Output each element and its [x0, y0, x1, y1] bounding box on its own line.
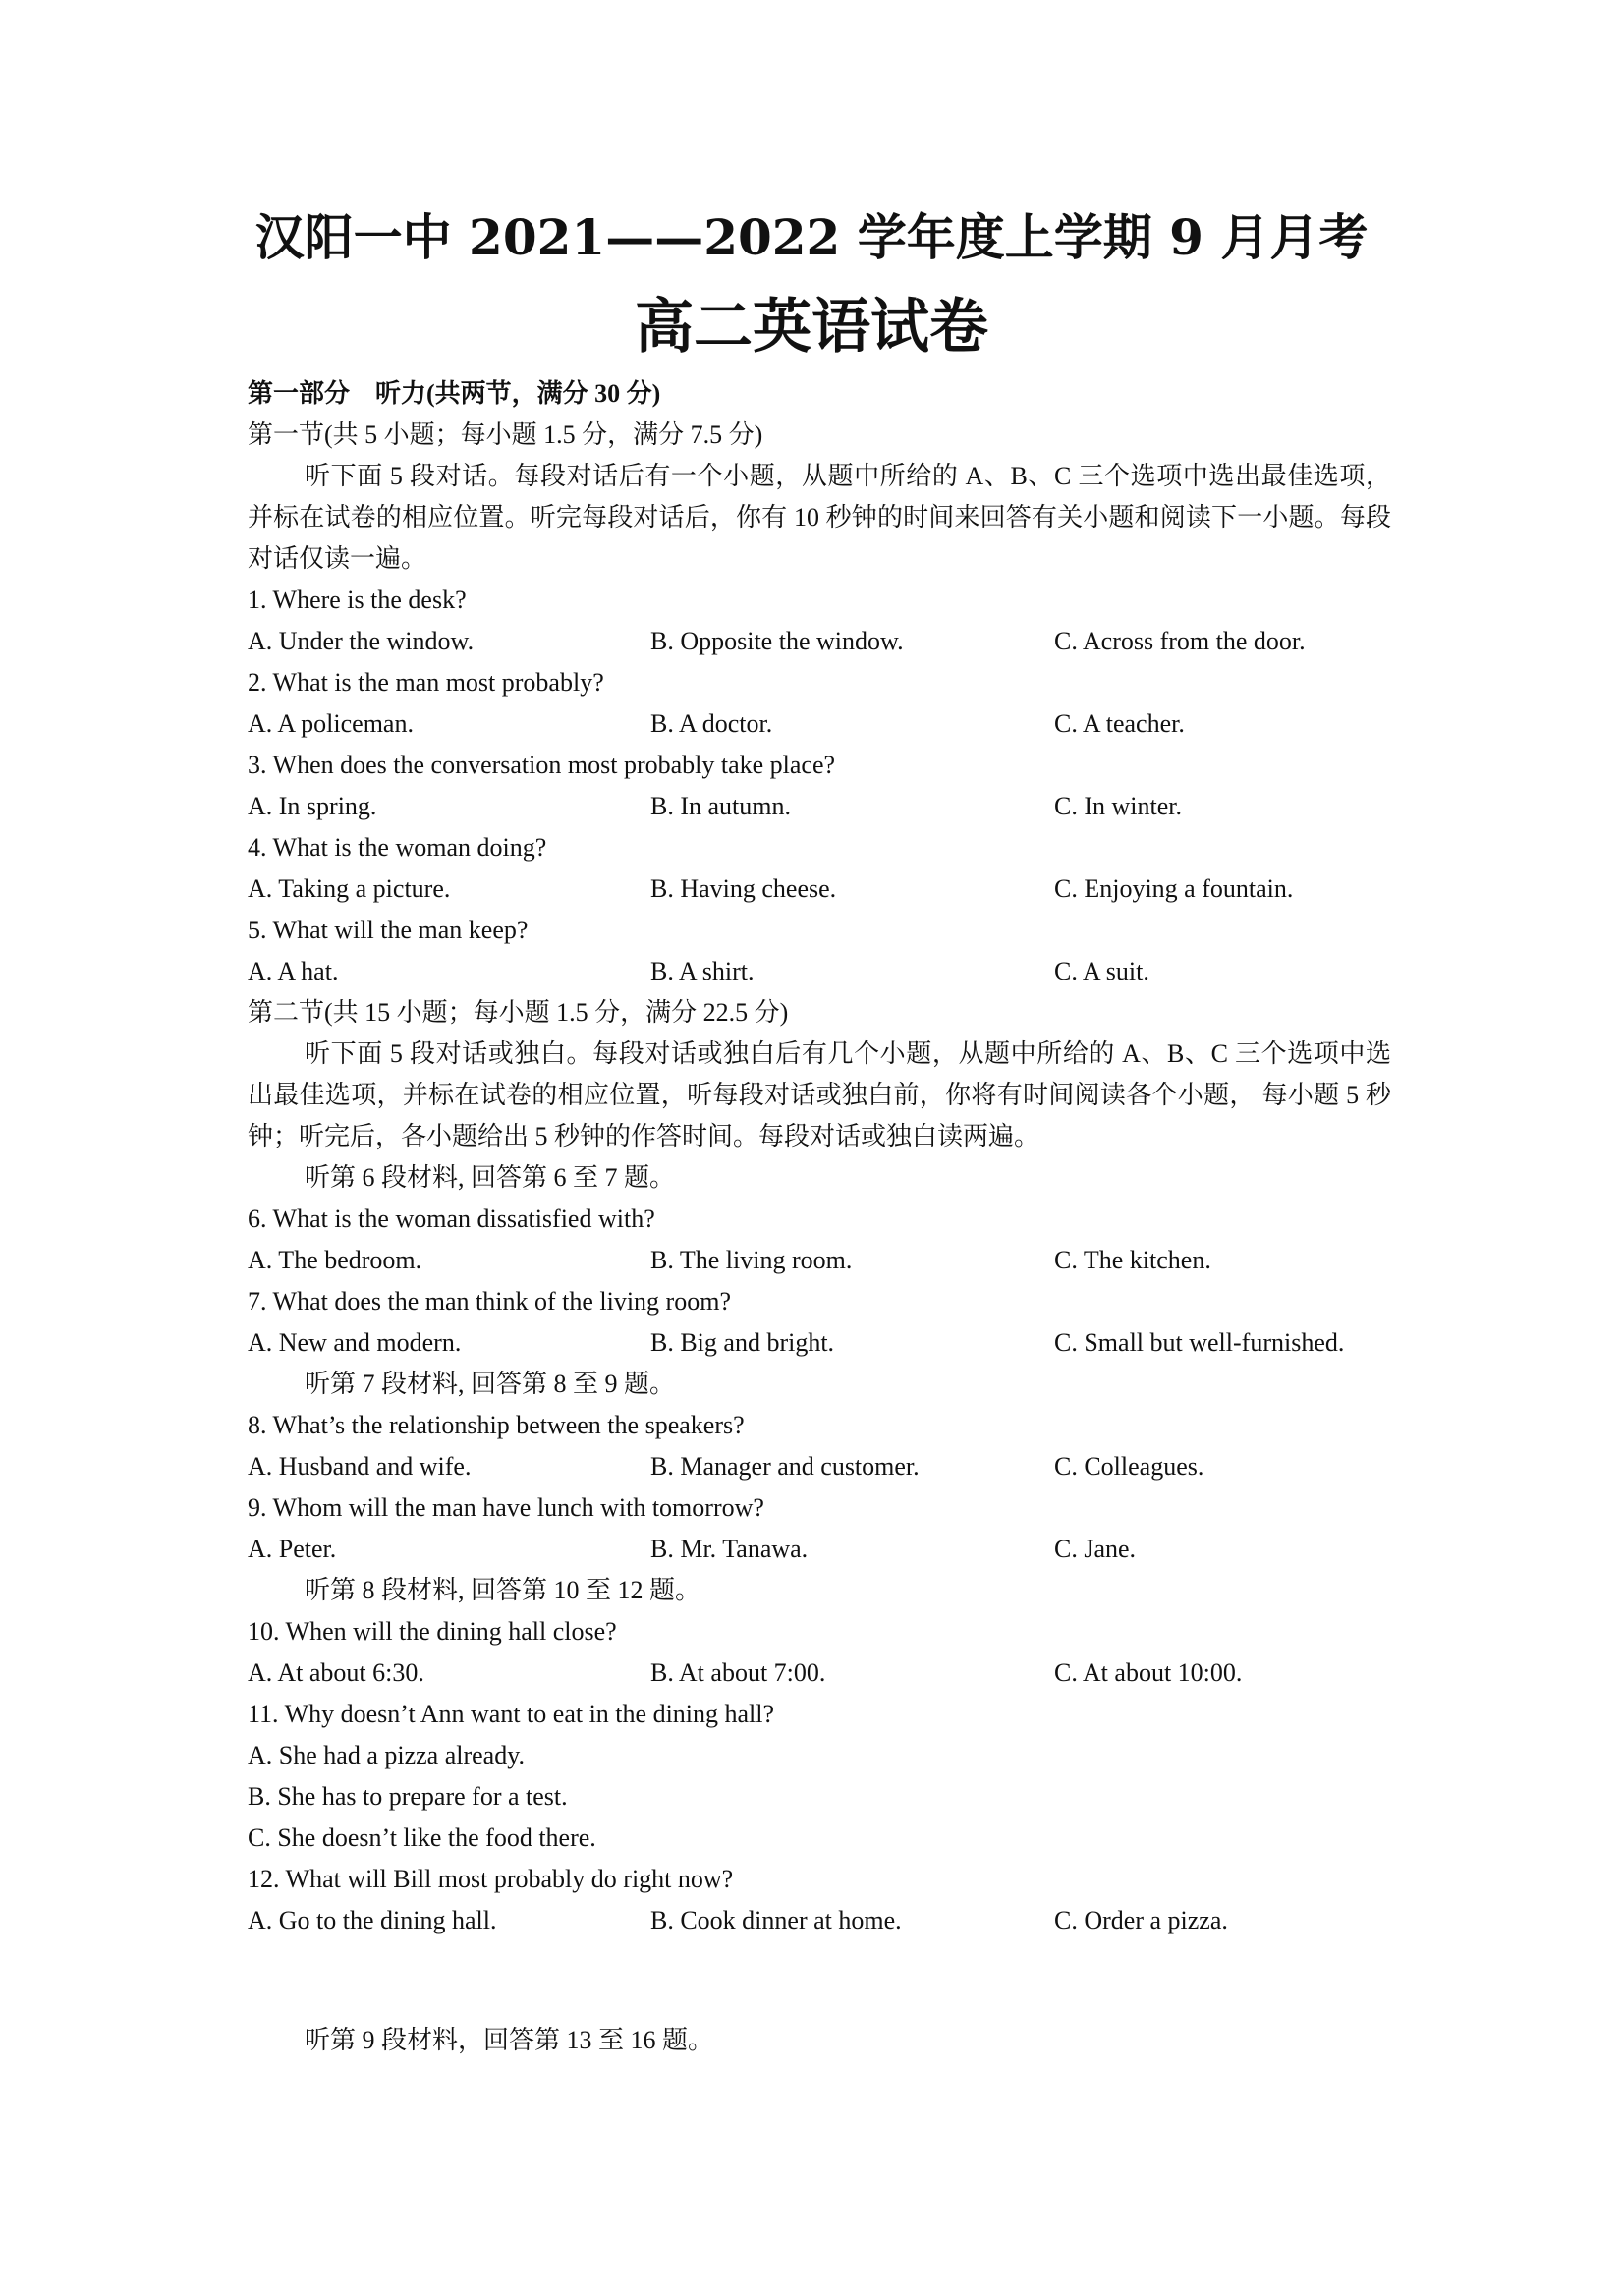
option-a: A. She had a pizza already. — [248, 1741, 526, 1769]
option-b: B. In autumn. — [650, 792, 791, 820]
option-a: A. Peter. — [248, 1535, 337, 1563]
question-stem: 3. When does the conversation most probably take place? — [248, 751, 836, 779]
question-stem: 7. What does the man think of the living room? — [248, 1287, 731, 1316]
question-options — [248, 1529, 1391, 1570]
option-b: B. She has to prepare for a test. — [248, 1782, 568, 1811]
section-instructions: 听下面 5 段对话或独白。每段对话或独白后有几个小题，从题中所给的 A、B、C 三个选项中选出最佳选项，并标在试卷的相应位置，听每段对话或独白前，你将有时间阅读各个小题， 每小题 5 秒钟；听完后，各小题给出 5 秒钟的作答时间。每段对话或独白读两遍。 — [248, 1039, 1391, 1150]
material-intro: 听第 8 段材料, 回答第 10 至 12 题。 — [305, 1576, 701, 1604]
option-a: A. New and modern. — [248, 1328, 462, 1357]
material-intro: 听第 9 段材料，回答第 13 至 16 题。 — [305, 2026, 714, 2054]
question-stem: 2. What is the man most probably? — [248, 668, 604, 697]
option-c: C. A suit. — [1054, 957, 1149, 985]
exam-subtitle: 高二英语试卷 — [635, 293, 988, 362]
option-c: C. Colleagues. — [1054, 1452, 1204, 1481]
option-b: B. The living room. — [650, 1246, 853, 1274]
option-b: B. A shirt. — [650, 957, 755, 985]
option-a: A. In spring. — [248, 792, 377, 820]
option-c: C. Enjoying a fountain. — [1054, 874, 1294, 903]
question-options — [248, 1240, 1391, 1281]
question-options — [248, 1652, 1391, 1694]
exam-title: 汉阳一中 2021——2022 学年度上学期 9 月月考 — [254, 208, 1369, 266]
question-stem: 10. When will the dining hall close? — [248, 1617, 617, 1646]
question-options — [248, 1446, 1391, 1487]
option-c: C. In winter. — [1054, 792, 1182, 820]
option-c: C. Jane. — [1054, 1535, 1137, 1563]
question-options — [248, 703, 1391, 745]
option-a: A. Go to the dining hall. — [248, 1906, 497, 1934]
option-a: A. The bedroom. — [248, 1246, 422, 1274]
option-b: B. A doctor. — [650, 709, 773, 738]
question-stem: 1. Where is the desk? — [248, 586, 467, 614]
option-a: A. A hat. — [248, 957, 339, 985]
question-stem: 5. What will the man keep? — [248, 916, 529, 944]
question-stem: 4. What is the woman doing? — [248, 833, 547, 862]
option-c: C. The kitchen. — [1054, 1246, 1211, 1274]
material-intro: 听第 6 段材料, 回答第 6 至 7 题。 — [305, 1163, 676, 1192]
option-c: C. Order a pizza. — [1054, 1906, 1228, 1934]
section-heading: 第一节(共 5 小题；每小题 1.5 分，满分 7.5 分) — [248, 420, 763, 449]
question-options — [248, 786, 1391, 827]
spacer — [248, 1941, 1391, 2020]
option-a: A. Husband and wife. — [248, 1452, 472, 1481]
option-b: B. Having cheese. — [650, 874, 837, 903]
question-stem: 11. Why doesn’t Ann want to eat in the dining hall? — [248, 1700, 775, 1728]
part-heading: 第一部分 听力(共两节，满分 30 分) — [248, 379, 661, 408]
option-a: A. Under the window. — [248, 627, 475, 655]
option-c: C. At about 10:00. — [1054, 1658, 1243, 1687]
question-stem: 12. What will Bill most probably do right now? — [248, 1865, 734, 1893]
option-a: A. At about 6:30. — [248, 1658, 424, 1687]
option-a: A. A policeman. — [248, 709, 414, 738]
question-options — [248, 621, 1391, 662]
question-stem: 9. Whom will the man have lunch with tomorrow? — [248, 1493, 764, 1522]
option-b: B. Opposite the window. — [650, 627, 904, 655]
option-c: C. Across from the door. — [1054, 627, 1306, 655]
option-c: C. Small but well-furnished. — [1054, 1328, 1345, 1357]
question-options — [248, 951, 1391, 992]
section-instructions: 听下面 5 段对话。每段对话后有一个小题，从题中所给的 A、B、C 三个选项中选出最佳选项，并标在试卷的相应位置。听完每段对话后，你有 10 秒钟的时间来回答有关小题和阅读下一小题。每段对话仅读一遍。 — [248, 462, 1391, 573]
option-b: B. Manager and customer. — [650, 1452, 920, 1481]
section-heading: 第二节(共 15 小题；每小题 1.5 分，满分 22.5 分) — [248, 998, 789, 1027]
exam-body — [248, 373, 1391, 2061]
question-options — [248, 868, 1391, 910]
question-stem: 8. What’s the relationship between the speakers? — [248, 1411, 745, 1439]
material-intro: 听第 7 段材料, 回答第 8 至 9 题。 — [305, 1370, 676, 1398]
option-b: B. Cook dinner at home. — [650, 1906, 902, 1934]
question-stem: 6. What is the woman dissatisfied with? — [248, 1204, 655, 1233]
option-b: B. At about 7:00. — [650, 1658, 826, 1687]
option-b: B. Big and bright. — [650, 1328, 835, 1357]
question-options — [248, 1900, 1391, 1941]
option-a: A. Taking a picture. — [248, 874, 451, 903]
option-c: C. A teacher. — [1054, 709, 1185, 738]
option-c: C. She doesn’t like the food there. — [248, 1823, 596, 1852]
option-b: B. Mr. Tanawa. — [650, 1535, 809, 1563]
question-options — [248, 1322, 1391, 1364]
